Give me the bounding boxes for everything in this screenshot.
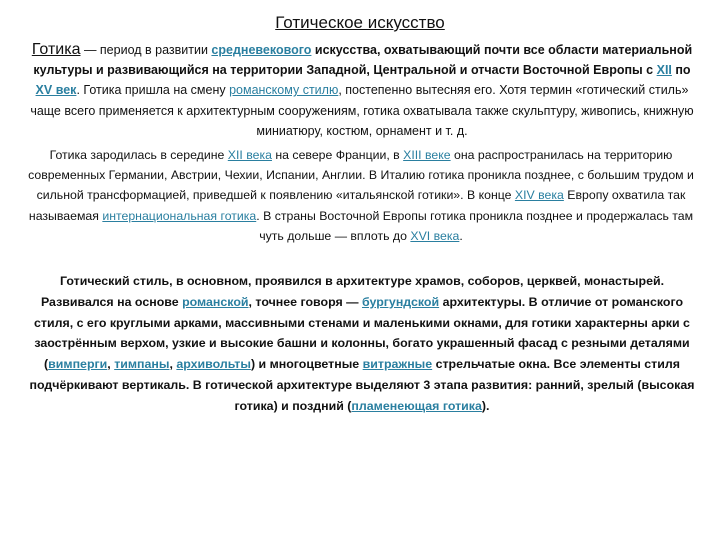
paragraph-definition bbox=[30, 40, 694, 141]
link-xvi-century[interactable]: XVI века bbox=[410, 228, 460, 243]
link-xv-century[interactable]: XV век bbox=[35, 83, 77, 98]
link-xii-century[interactable]: XII века bbox=[227, 148, 272, 162]
link-xiii-century[interactable]: XIII веке bbox=[403, 148, 451, 162]
link-archivolt[interactable]: архивольты bbox=[176, 357, 251, 372]
text-span: . В страны Восточной Европы готика проникла позднее и продержалась там чуть дольше — вплоть до bbox=[256, 208, 694, 243]
text-span: , точнее говоря — bbox=[248, 294, 362, 309]
text-span: она распространилась на территорию современных Германии, Австрии, Чехии, Испании, Англии. В Италию готика проникла позднее, с большим трудом и сильной трансформацией, приведшей к появлению «итальянской готики». В конце bbox=[28, 148, 694, 203]
text-span: по bbox=[671, 63, 691, 78]
paragraph-architecture bbox=[28, 271, 696, 417]
text-span: искусства, охватывающий почти все области материальной культуры и развивающийся на территории Западной, Центральной и отчасти Восточной Европы с bbox=[33, 43, 693, 78]
lead-term: Готика bbox=[31, 41, 81, 58]
text-span: , bbox=[169, 357, 177, 372]
text-span: ). bbox=[481, 398, 490, 413]
text-span: ) и многоцветные bbox=[250, 357, 363, 372]
page-title: Готическое искусство bbox=[275, 13, 445, 32]
text-span: , постепенно вытесняя его. Хотя термин «готический стиль» чаще всего применяется к архитектурным сооружениям, готика охватывала также скульптуру, живопись, книжную миниатюру, костюм, орнамент и т. д. bbox=[30, 83, 694, 138]
link-xii[interactable]: XII bbox=[656, 63, 672, 78]
text-span: , bbox=[107, 357, 115, 372]
text-span: . bbox=[459, 228, 463, 243]
link-wimperg[interactable]: вимперги bbox=[48, 357, 108, 372]
text-span: Готика зародилась в середине bbox=[49, 148, 228, 162]
link-flamboyant-gothic[interactable]: пламенеющая готика bbox=[351, 398, 482, 413]
text-span: на севере Франции, в bbox=[271, 148, 404, 162]
text-span: Готический стиль, в основном, проявился в архитектуре храмов, соборов, церквей, монастырей. Развивался на основе bbox=[40, 274, 665, 309]
link-tympanum[interactable]: тимпаны bbox=[114, 357, 170, 372]
link-international-gothic[interactable]: интернациональная готика bbox=[102, 208, 257, 223]
text-span: . Готика пришла на смену bbox=[76, 83, 230, 98]
text-span: Европу охватила так называемая bbox=[28, 188, 686, 223]
link-romanesque-style[interactable]: романскому стилю bbox=[229, 83, 339, 98]
text-span: архитектуры. В отличие от романского стиля, с его круглыми арками, массивными стенами и маленькими окнами, для готики характерны арки с заострённым верхом, узкие и высокие башни и колонны, богато украшенный фасад с резными деталями ( bbox=[34, 294, 690, 372]
link-burgundian[interactable]: бургундской bbox=[361, 294, 440, 309]
link-romanesque[interactable]: романской bbox=[182, 294, 249, 309]
text-span: — период в развитии bbox=[80, 43, 212, 57]
link-medieval[interactable]: средневекового bbox=[211, 43, 312, 57]
link-stained-glass[interactable]: витражные bbox=[362, 357, 433, 372]
text-span: стрельчатые окна. Все элементы стиля подчёркивают вертикаль. В готической архитектуре выделяют 3 этапа развития: ранний, зрелый (высокая готика) и поздний ( bbox=[29, 357, 695, 413]
paragraph-history bbox=[28, 145, 694, 246]
link-xiv-century[interactable]: XIV века bbox=[514, 188, 564, 203]
